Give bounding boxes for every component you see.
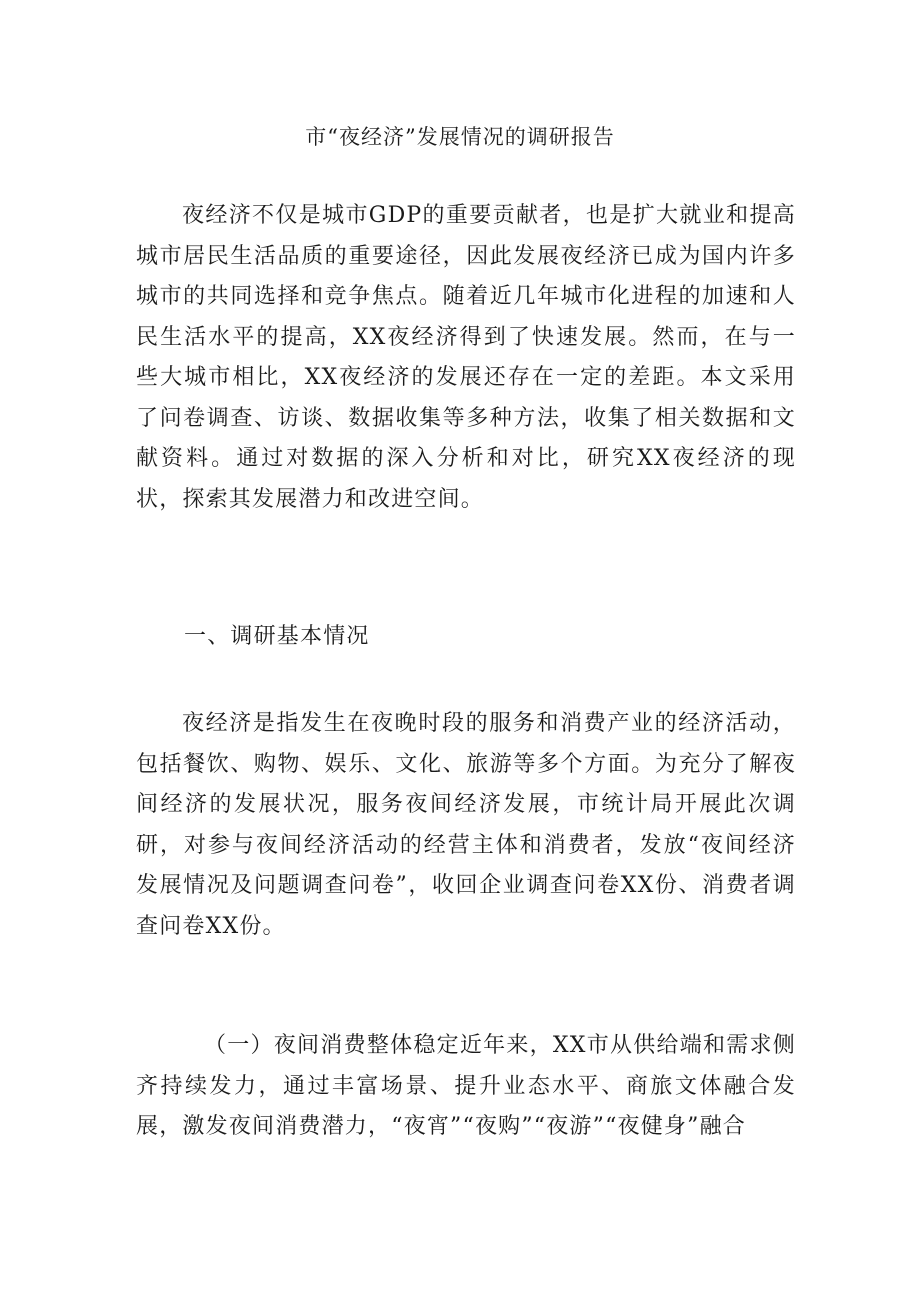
section-heading-basic-situation: 一、调研基本情况 bbox=[184, 624, 370, 649]
subsection-1-paragraph: （一）夜间消费整体稳定近年来，XX市从供给端和需求侧齐持续发力，通过丰富场景、提升业态水平、商旅文体融合发展，激发夜间消费潜力，“夜宵”“夜购”“夜游”“夜健身”融合 bbox=[136, 1033, 796, 1139]
document-title: 市“夜经济”发展情况的调研报告 bbox=[305, 125, 615, 149]
section-1-paragraph: 夜经济是指发生在夜晚时段的服务和消费产业的经济活动，包括餐饮、购物、娱乐、文化、旅游等多个方面。为充分了解夜间经济的发展状况，服务夜间经济发展，市统计局开展此次调研，对参与夜间经济活动的经营主体和消费者，发放“夜间经济发展情况及问题调查问卷”，收回企业调查问卷XX份、消费者调查问卷XX份。 bbox=[136, 711, 796, 939]
intro-paragraph: 夜经济不仅是城市GDP的重要贡献者，也是扩大就业和提高城市居民生活品质的重要途径，因此发展夜经济已成为国内许多城市的共同选择和竞争焦点。随着近几年城市化进程的加速和人民生活水平的提高，XX夜经济得到了快速发展。然而，在与一些大城市相比，XX夜经济的发展还存在一定的差距。本文采用了问卷调查、访谈、数据收集等多种方法，收集了相关数据和文献资料。通过对数据的深入分析和对比，研究XX夜经济的现状，探索其发展潜力和改进空间。 bbox=[136, 203, 796, 512]
